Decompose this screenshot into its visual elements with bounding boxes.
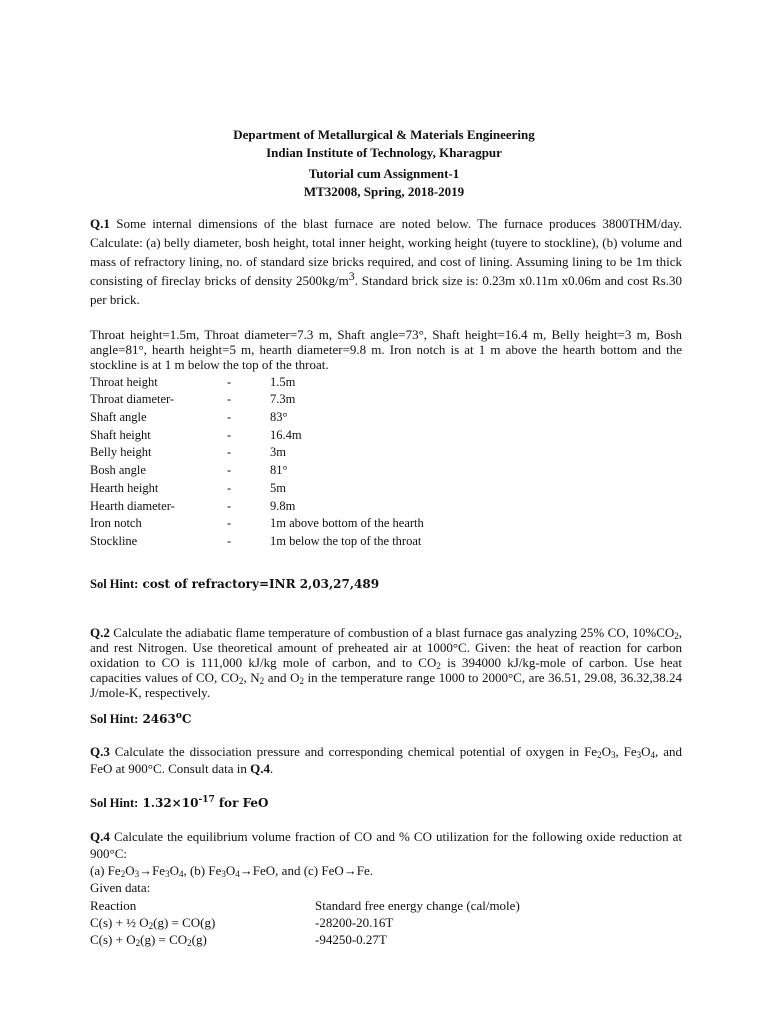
question-3-solution-hint: Sol Hint: $1.32\times 10^{-17}$ for FeO <box>90 795 269 810</box>
department-title: Department of Metallurgical & Materials Engineering <box>233 127 535 142</box>
question-3-text: Q.3 Calculate the dissociation pressure and corresponding chemical potential of oxygen in $Fe_2O_3$, $Fe_3O_4$, and FeO at 900°C. Consult data in Q.4. <box>90 744 682 776</box>
reaction-column-header: Reaction <box>90 898 137 913</box>
question-2-text: Q.2 Calculate the adiabatic flame temperature of combustion of a blast furnace gas analyzing 25% CO, $10\%CO_2$, and rest Nitrogen. Use theoretical amount of preheated air at 1000°C. Given: the heat of reaction for carbon oxidation to CO is 111,000 kJ/kg mole of carbon, and to $CO_2$ is 394000 kJ/kg-mole of carbon. Use heat capacities values of CO, $CO_2$, $N_2$ and $O_2$ in the temperature range 1000 to 2000°C, are 36.51, 29.08, 36.32,38.24 J/mole-K, respectively. <box>90 625 683 700</box>
free-energy-value: -28200-20.16T <box>315 915 394 930</box>
reaction-equation: C(s) + ½ $O_2(g) = CO(g)$ <box>90 915 216 931</box>
institute-title: Indian Institute of Technology, Kharagpur <box>266 145 502 160</box>
free-energy-value: -94250-0.27T <box>315 932 387 947</box>
question-1-text: Q.1 Some internal dimensions of the blast furnace are noted below. The furnace produces 3800THM/day. Calculate: (a) belly diameter, bosh height, total inner height, working height (tuyere to stockline), (b) volume and mass of refractory lining, no. of standard size bricks required, and cost of lining. Assuming lining to be 1m thick consisting of fireclay bricks of density $2500kg/m^3$. Standard brick size is: 0.23m x0.11m x0.06m and cost Rs.30 per brick. <box>90 216 683 307</box>
given-data-label: Given data: <box>90 880 151 895</box>
question-4-number: Q.4 <box>90 829 110 844</box>
question-2-number: Q.2 <box>90 625 110 640</box>
assignment-title: Tutorial cum Assignment-1 <box>308 166 460 181</box>
course-title: MT32008, Spring, 2018-2019 <box>303 184 465 199</box>
question-3-number: Q.3 <box>90 744 110 759</box>
question-2-solution-hint: Sol Hint: 2463$^o$C <box>90 711 192 726</box>
question-4-text: Q.4 Calculate the equilibrium volume fraction of CO and % CO utilization for the following oxide reduction at 900°C: (a) $Fe_2O_3\to Fe_3O_4$, (b) $Fe_3O_4\to FeO$, and (c) FeO→Fe. Given data: <box>90 829 683 895</box>
reaction-list: (a) $Fe_2O_3\to Fe_3O_4$, (b) $Fe_3O_4\to FeO$, and (c) FeO→Fe. <box>90 863 374 879</box>
assignment-page: Department of Metallurgical & Materials Engineering Indian Institute of Technology, Kharagpur Tutorial cum Assignment-1 MT32008, Spring, 2018-2019 Q.1 Some internal dimensions of the blast furnace are noted below. The furnace produces 3800THM/day. Calculate: (a) belly diameter, bosh height, total inner height, working height (tuyere to stockline), (b) volume and mass of refractory lining, no. of standard size bricks required, and cost of lining. Assuming lining to be 1m thick consisting of fireclay bricks of density $2500kg/m^3$. Standard brick size is: 0.23m x0.11m x0.06m and cost Rs.30 per brick. Throat height=1.5m, Throat diameter=7.3 m, Shaft angle=73°, Shaft height=16.4 m, Belly height=3 m, Bosh angle=81°, hearth height=5 m, hearth diameter=9.8 m. Iron notch is at 1 m above the hearth bottom and the stockline is at 1 m below the top of the throat. Throat height - 1.5m Throat diameter- - 7.3m Shaft angle - 83° Shaft height - 16.4m Belly height - 3m Bosh angle - 81° Hearth height - 5m Hearth diameter- - 9.8m Iron notch - 1m above bottom of the hearth Stockline - 1m below the top of the throat Sol Hint: cost of refractory=INR 2,03,27,489 Q.2 Calculate the adiabatic flame temperature of combustion of a blast furnace gas analyzing 25% CO, $10\%CO_2$, and rest Nitrogen. Use theoretical amount of preheated air at 1000°C. Given: the heat of reaction for carbon oxidation to CO is 111,000 kJ/kg mole of carbon, and to $CO_2$ is 394000 kJ/kg-mole of carbon. Use heat capacities values of CO, $CO_2$, $N_2$ and $O_2$ in the temperature range 1000 to 2000°C, are 36.51, 29.08, 36.32,38.24 J/mole-K, respectively. Sol Hint: 2463$^o$C Q.3 Calculate the dissociation pressure and corresponding chemical potential of oxygen in $Fe_2O_3$, $Fe_3O_4$, and FeO at 900°C. Consult data in Q.4. Sol Hint: $1.32\times 10^{-17}$ for FeO Q.4 Calculate the equilibrium volume fraction of CO and % CO utilization for the following oxide reduction at 900°C: (a) $Fe_2O_3\to Fe_3O_4$, (b) $Fe_3O_4\to FeO$, and (c) FeO→Fe. Given data: Reaction Standard free energy change (cal/mole) C(s) + ½ $O_2(g) = CO(g)$ -28200-20.16T $C(s) + O_2(g) = CO_2(g)$ -94250-0.27T <box>0 0 768 1024</box>
question-1-number: Q.1 <box>90 216 110 231</box>
reaction-equation: $C(s) + O_2(g) = CO_2(g)$ <box>90 932 207 948</box>
question-1-dimensions: Throat height=1.5m, Throat diameter=7.3 m, Shaft angle=73°, Shaft height=16.4 m, Belly height=3 m, Bosh angle=81°, hearth height=5 m, hearth diameter=9.8 m. Iron notch is at 1 m above the hearth bottom and the stockline is at 1 m below the top of the throat. <box>90 327 682 372</box>
question-4-reference: Q.4 <box>250 761 270 776</box>
question-1-solution-hint: Sol Hint: cost of refractory=INR 2,03,27,489 <box>90 577 380 591</box>
energy-column-header: Standard free energy change (cal/mole) <box>315 898 520 913</box>
